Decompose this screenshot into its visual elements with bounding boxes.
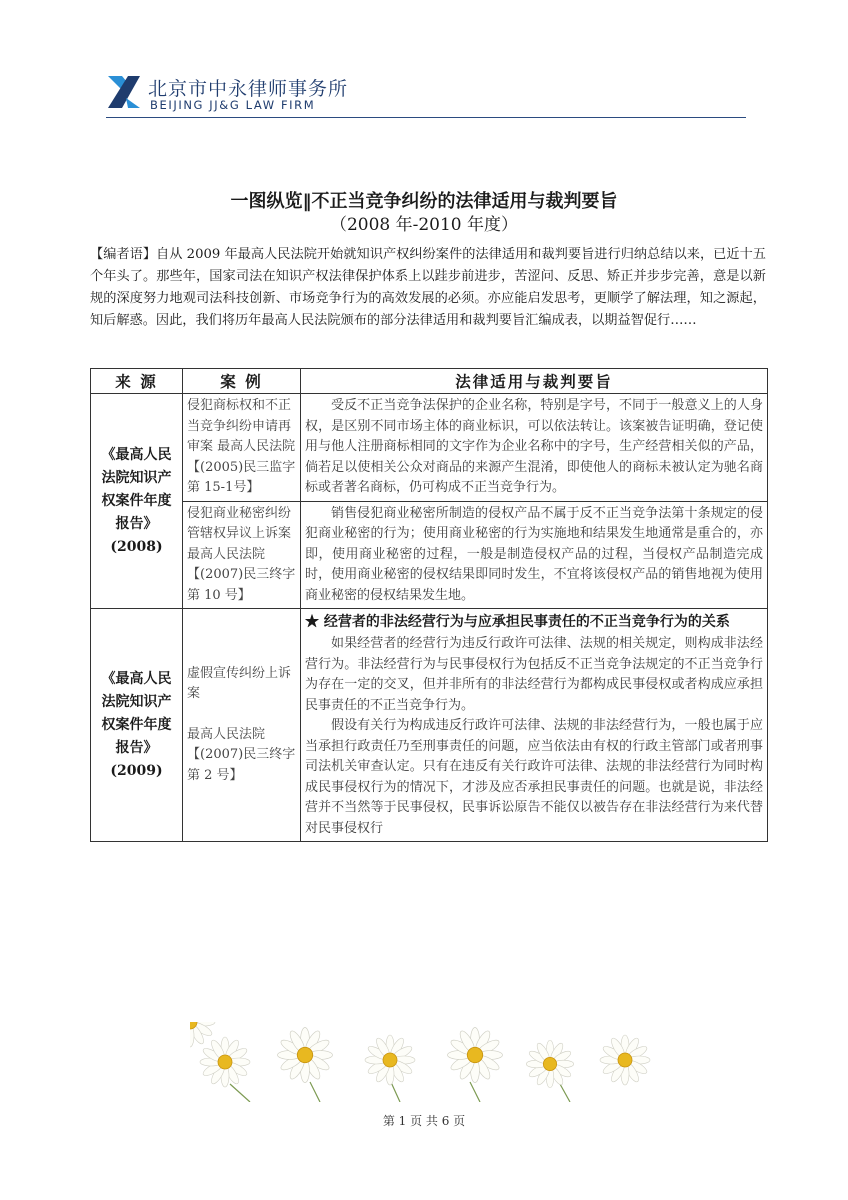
rule-cell	[301, 501, 768, 609]
document-title: 一图纵览‖不正当竞争纠纷的法律适用与裁判要旨	[230, 191, 618, 212]
firm-logo	[106, 74, 406, 114]
source-cell: 《最高人民法院知识产权案件年度报告》(2009)	[91, 609, 183, 842]
rule-paragraph: 受反不正当竞争法保护的企业名称，特别是字号，不同于一般意义上的人身权，是区别不同市场主体的商业标识，可以依法转让。该案被告证明确，登记使用与他人注册商标相同的文字作为企业名称中的字号，生产经营相关似的产品，倘若足以使相关公众对商品的来源产生混淆，即使他人的商标未被认定为驰名商标或者著名商标，仍可构成不正当竞争行为。	[305, 398, 763, 495]
case-court: 最高人民法院	[187, 726, 266, 742]
cases-table	[90, 368, 768, 842]
table-header-row	[91, 369, 768, 394]
case-cell	[183, 609, 301, 842]
header-rule: 法律适用与裁判要旨	[301, 369, 768, 394]
rule-paragraph: 销售侵犯商业秘密所制造的侵权产品不属于反不正当竞争法第十条规定的侵犯商业秘密的行为；使用商业秘密的行为实施地和结果发生地通常是重合的，亦即，使用商业秘密的过程，一般是制造侵权产品的过程，当侵权产品制造完成时，使用商业秘密的侵权结果即同时发生，不宜将该侵权产品的销售地视为使用商业秘密的侵权结果发生地。	[305, 505, 763, 603]
header-source: 来 源	[91, 369, 183, 394]
daisy-decoration-icon	[190, 1022, 660, 1102]
rule-cell	[301, 609, 768, 842]
firm-name-cn: 北京市中永律师事务所	[148, 78, 349, 100]
table-row	[91, 501, 768, 609]
rule-paragraph: 假设有关行为构成违反行政许可法律、法规的非法经营行为，一般也属于应当承担行政责任乃至刑事责任的问题，应当依法由有权的行政主管部门或者刑事司法机关审查认定。只有在违反有关行政许可法律、法规的非法经营行为同时构成民事侵权行为的情况下，才涉及应否承担民事责任的问题。也就是说，非法经营并不当然等于民事侵权，民事诉讼原告不能仅以被告存在非法经营行为来代替对民事侵权行	[305, 718, 763, 836]
header-case: 案 例	[183, 369, 301, 394]
firm-logo-icon	[106, 74, 142, 110]
rule-cell	[301, 394, 768, 502]
header-divider	[106, 117, 746, 118]
document-subtitle: （2008 年-2010 年度）	[329, 215, 519, 235]
case-cell: 侵犯商业秘密纠纷管辖权异议上诉案 最高人民法院【(2007)民三终字第 10 号】	[183, 501, 301, 609]
firm-name-en: BEIJING JJ&G LAW FIRM	[150, 98, 316, 112]
case-number: 【(2007)民三终字第 2 号】	[187, 747, 296, 783]
editor-note: 【编者语】自从 2009 年最高人民法院开始就知识产权纠纷案件的法律适用和裁判要旨进行归纳总结以来，已近十五个年头了。那些年，国家司法在知识产权法律保护体系上以跬步前进步，苦涩问、反思、矫正并步步完善，意是以新规的深度努力地观司法科技创新、市场竞争行为的高效发展的必须。亦应能启发思考，更顺学了解法理，知之源起，知后解惑。因此，我们将历年最高人民法院颁布的部分法律适用和裁判要旨汇编成表，以期益智促行……	[90, 247, 766, 328]
source-cell: 《最高人民法院知识产权案件年度报告》(2008)	[91, 394, 183, 609]
case-cell: 侵犯商标权和不正当竞争纠纷申请再审案 最高人民法院【(2005)民三监字第 15-1号】	[183, 394, 301, 502]
table-row	[91, 609, 768, 842]
table-row	[91, 394, 768, 502]
case-title: 虚假宣传纠纷上诉案	[187, 665, 292, 702]
rule-heading: ★ 经营者的非法经营行为与应承担民事责任的不正当竞争行为的关系	[305, 614, 730, 630]
rule-paragraph: 如果经营者的经营行为违反行政许可法律、法规的相关规定，则构成非法经营行为。非法经营行为与民事侵权行为包括反不正当竞争法规定的不正当竞争行为存在一定的交叉，但并非所有的非法经营行为都构成民事侵权或者构成应承担民事责任的不正当竞争行为。	[305, 636, 763, 713]
page-number: 第 1 页 共 6 页	[382, 1114, 466, 1128]
